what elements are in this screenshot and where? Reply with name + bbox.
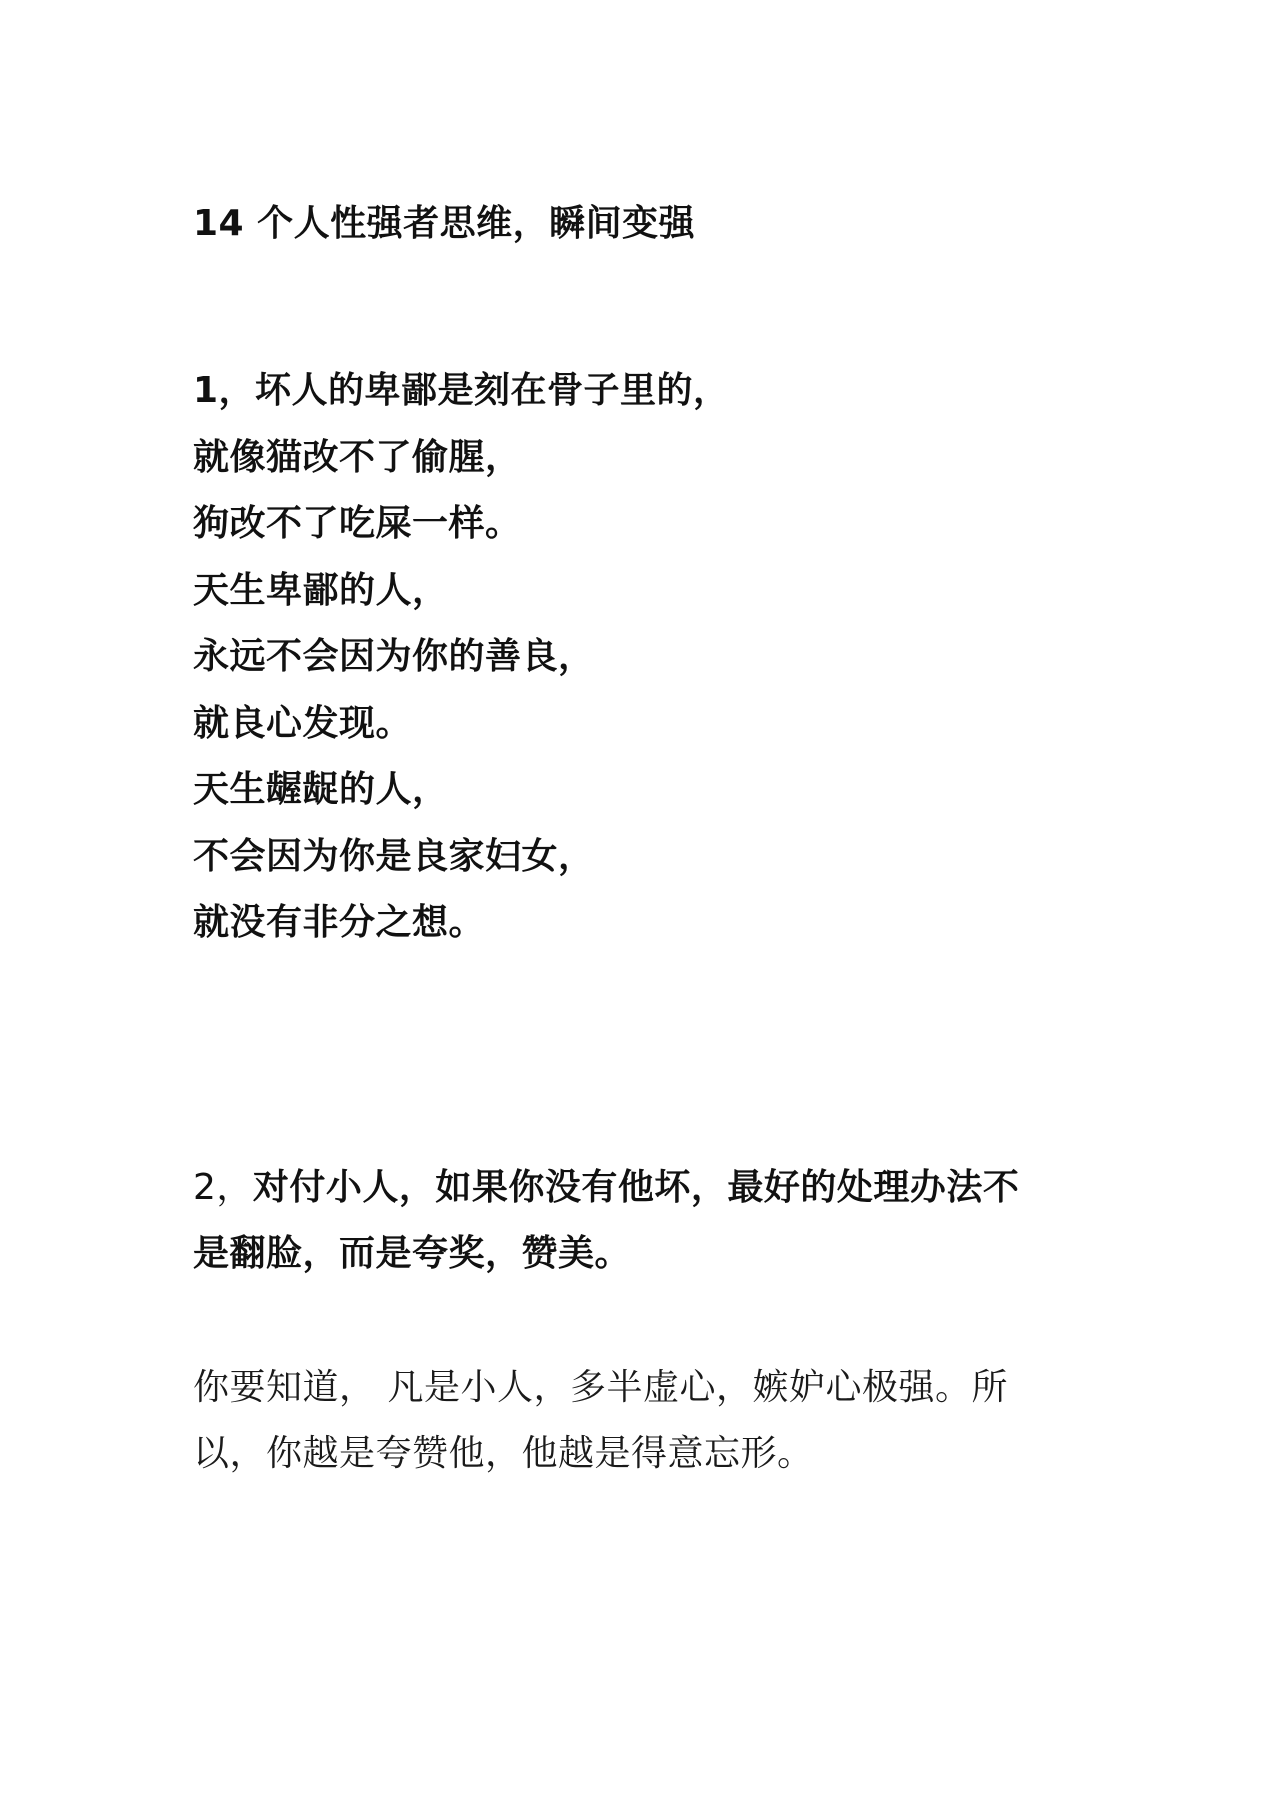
section-1 [193,358,1093,957]
paragraph-line: 你要知道， 凡是小人，多半虚心，嫉妒心极强。所 [193,1367,1008,1408]
section-1-line: 不会因为你是良家妇女， [193,835,595,877]
section-2 [193,1155,1093,1287]
section-1-line: 就像猫改不了偷腥， [193,436,522,478]
paragraph-line: 以，你越是夸赞他，他越是得意忘形。 [193,1433,814,1474]
section-1-line: 1，坏人的卑鄙是刻在骨子里的， [193,370,730,411]
section-1-line: 永远不会因为你的善良， [193,636,595,677]
page-title: 14 个人性强者思维，瞬间变强 [193,203,696,244]
section-2-number: 2， [193,1167,253,1208]
section-1-line: 天生龌龊的人， [193,769,449,810]
section-1-line: 狗改不了吃屎一样。 [193,503,522,544]
section-1-line: 天生卑鄙的人， [193,569,449,611]
section-2-line: 是翻脸，而是夸奖，赞美。 [193,1233,632,1274]
section-2-heading-text: 对付小人，如果你没有他坏，最好的处理办法不 [252,1167,1020,1208]
section-1-line: 就良心发现。 [193,702,413,744]
section-1-line: 就没有非分之想。 [193,902,486,943]
section-2-line [193,1155,1093,1221]
section-2-paragraph [193,1355,1093,1487]
